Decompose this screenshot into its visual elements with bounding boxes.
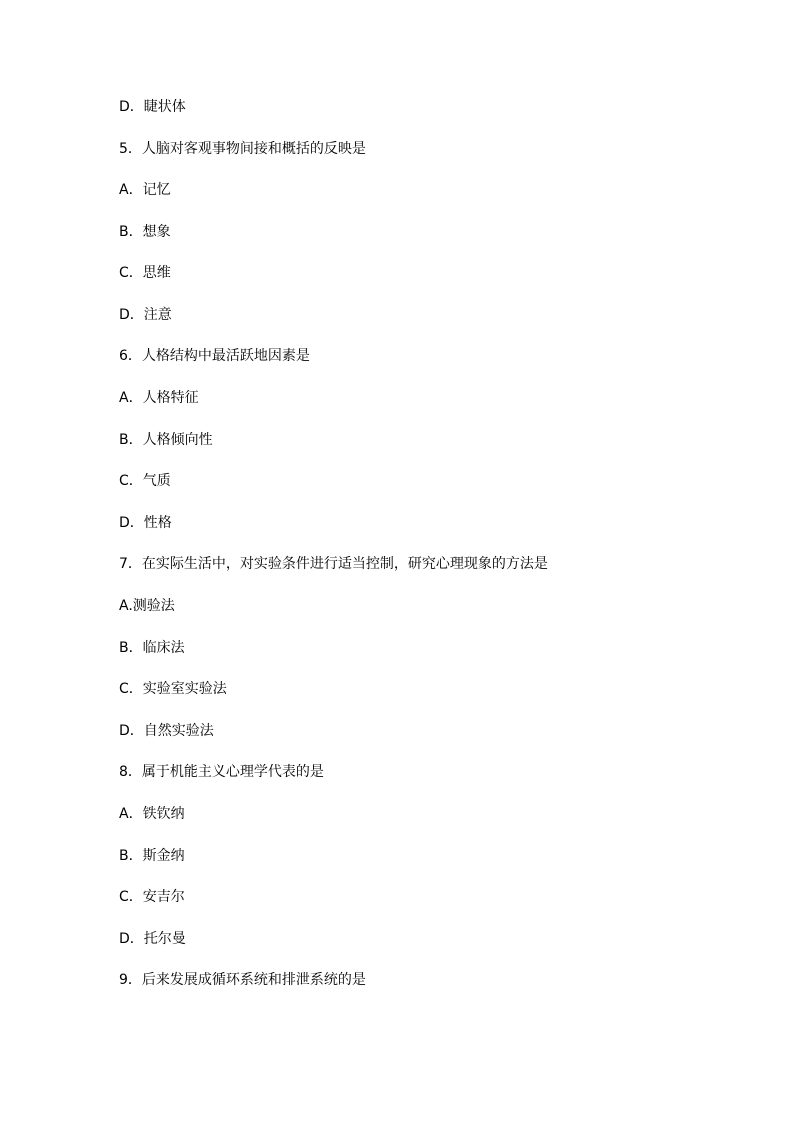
question-9: 9．后来发展成循环系统和排泄系统的是	[119, 972, 366, 988]
option-b-q6: B．人格倾向性	[119, 432, 213, 448]
option-d-q7: D．自然实验法	[119, 723, 214, 739]
question-8: 8．属于机能主义心理学代表的是	[119, 764, 324, 780]
option-b-q5: B．想象	[119, 224, 171, 240]
option-a-q6: A．人格特征	[119, 390, 199, 406]
option-a-q8: A．铁钦纳	[119, 806, 185, 822]
option-b-q8: B．斯金纳	[119, 848, 185, 864]
option-a-q7: A.测验法	[119, 598, 175, 614]
question-5: 5．人脑对客观事物间接和概括的反映是	[119, 141, 366, 157]
question-6: 6．人格结构中最活跃地因素是	[119, 348, 310, 364]
option-d-q5: D．注意	[119, 307, 172, 323]
question-7: 7．在实际生活中，对实验条件进行适当控制，研究心理现象的方法是	[119, 556, 548, 572]
option-d-q8: D．托尔曼	[119, 931, 186, 947]
option-d-q6: D．性格	[119, 515, 172, 531]
option-b-q7: B．临床法	[119, 640, 185, 656]
option-a-q5: A．记忆	[119, 182, 171, 198]
option-c-q5: C．思维	[119, 265, 171, 281]
option-d-q4: D．睫状体	[119, 99, 186, 115]
option-c-q8: C．安吉尔	[119, 889, 185, 905]
option-c-q7: C．实验室实验法	[119, 681, 227, 697]
option-c-q6: C．气质	[119, 473, 171, 489]
